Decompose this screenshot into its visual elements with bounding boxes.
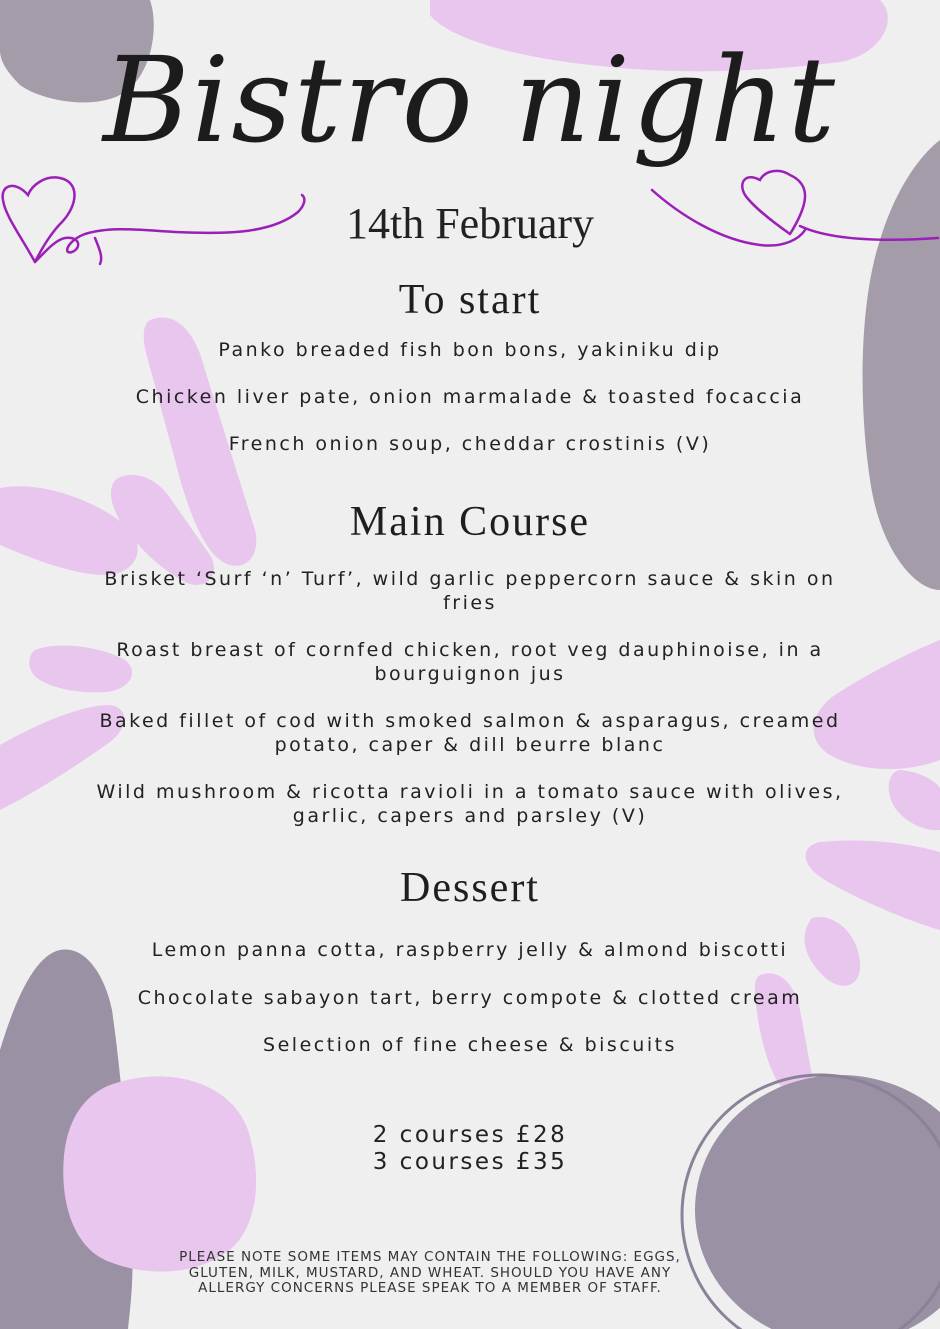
allergy-note: PLEASE NOTE SOME ITEMS MAY CONTAIN THE FOLLOWING: EGGS, GLUTEN, MILK, MUSTARD, AND WHEAT. SHOULD YOU HAVE ANY ALLERGY CONCERNS PLEASE SPEAK TO A MEMBER OF STAFF. (179, 1249, 681, 1296)
section-heading-dessert: Dessert (400, 865, 540, 911)
menu-title: Bistro night (102, 31, 838, 169)
menu-item: Selection of fine cheese & biscuits (263, 1034, 677, 1056)
menu-item: Roast breast of cornfed chicken, root veg dauphinoise, in a bourguignon jus (116, 639, 824, 685)
event-date: 14th February (345, 199, 595, 248)
menu-item: French onion soup, cheddar crostinis (V) (228, 433, 712, 455)
menu-item: Chocolate sabayon tart, berry compote & clotted cream (137, 987, 803, 1009)
menu-item: Baked fillet of cod with smoked salmon & asparagus, creamed potato, caper & dill beurre blanc (99, 710, 841, 756)
section-heading-starters: To start (398, 277, 542, 323)
price-two-courses: 2 courses £28 (372, 1122, 568, 1148)
menu-item: Lemon panna cotta, raspberry jelly & almond biscotti (151, 939, 789, 961)
section-heading-mains: Main Course (349, 499, 591, 545)
price-three-courses: 3 courses £35 (372, 1149, 568, 1175)
menu-item: Wild mushroom & ricotta ravioli in a tomato sauce with olives, garlic, capers and parsley (V) (96, 781, 844, 827)
menu-item: Chicken liver pate, onion marmalade & toasted focaccia (135, 386, 805, 408)
menu-item: Panko breaded fish bon bons, yakiniku dip (218, 339, 722, 361)
menu-item: Brisket ‘Surf ‘n’ Turf’, wild garlic peppercorn sauce & skin on fries (104, 568, 836, 614)
